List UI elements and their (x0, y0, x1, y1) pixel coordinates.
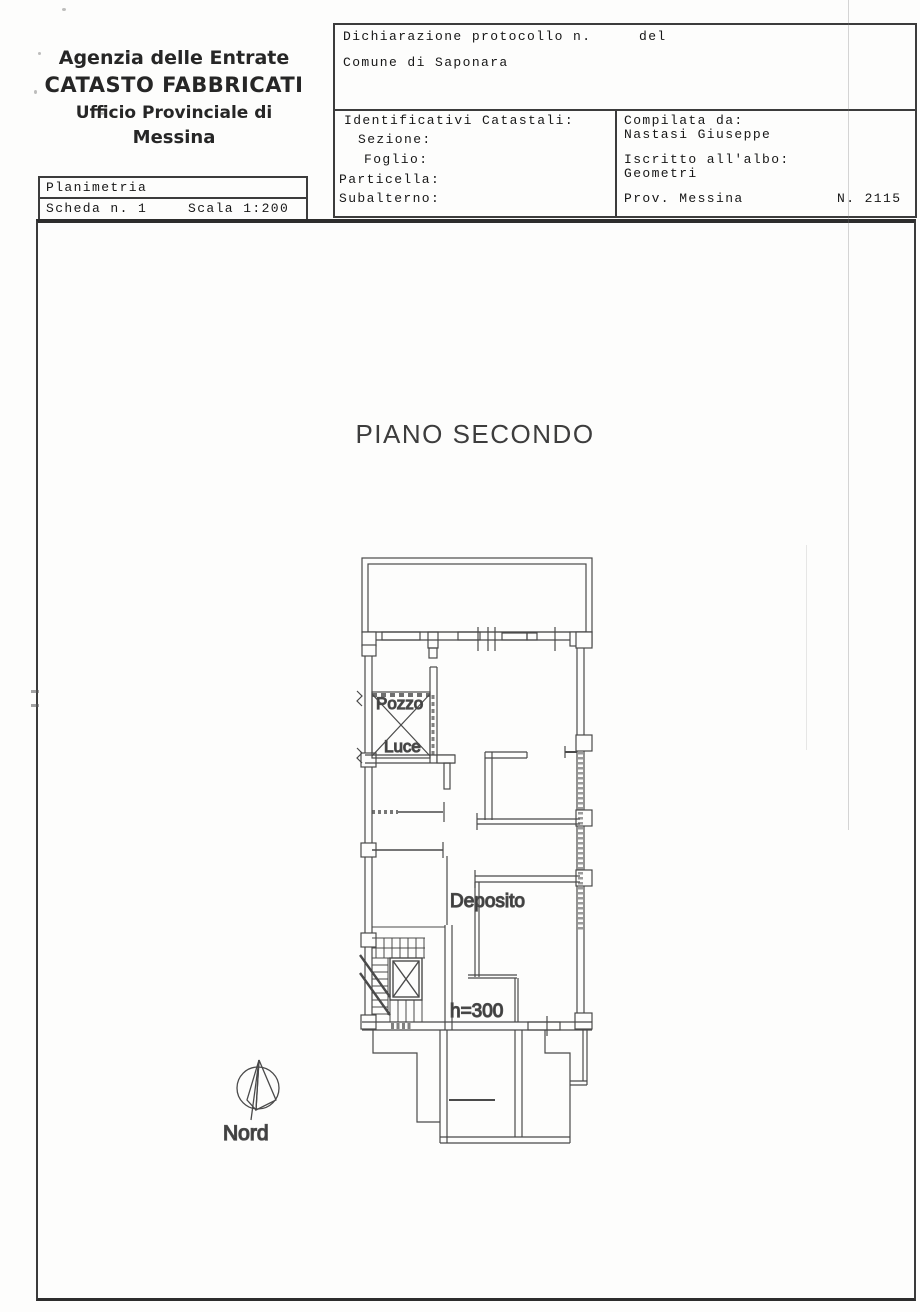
foglio-label: Foglio: (364, 152, 429, 167)
planimetria-box (38, 176, 308, 221)
particella-label: Particella: (339, 172, 441, 187)
scale-value: Scala 1:200 (188, 201, 290, 216)
deposito-label: Deposito (450, 891, 525, 912)
identifiers-title: Identificativi Catastali: (344, 113, 575, 128)
protocol-label: Dichiarazione protocollo n. (343, 29, 592, 44)
register-label: Iscritto all'albo: (624, 152, 790, 167)
terrace-room (362, 558, 592, 632)
agency-header (38, 47, 310, 148)
register-value: Geometri (624, 166, 698, 181)
scan-speck (38, 52, 41, 55)
scan-speck (62, 8, 66, 11)
bottom-protrusions (373, 1030, 587, 1143)
scan-crease-line-2 (806, 545, 807, 750)
floor-title: PIANO SECONDO (355, 419, 595, 449)
subalterno-label: Subalterno: (339, 191, 441, 206)
margin-mark (31, 690, 39, 693)
scan-speck (34, 90, 37, 94)
identifiers-cell (335, 109, 617, 216)
planimetria-title: Planimetria (46, 180, 148, 195)
agency-name: Agenzia delle Entrate (58, 47, 290, 69)
protocol-del-label: del (639, 29, 667, 44)
office-city: Messina (132, 127, 216, 148)
elevator-shaft (390, 958, 422, 1000)
pozzo-label: Pozzo (376, 694, 424, 713)
declaration-cell (335, 25, 915, 111)
floor-plan-drawing (340, 545, 630, 1165)
margin-mark (31, 704, 39, 707)
height-label: h=300 (450, 1001, 504, 1022)
declaration-box (333, 23, 917, 218)
north-label: Nord (223, 1122, 269, 1145)
scan-speck (100, 112, 104, 115)
north-compass-icon (210, 1050, 310, 1145)
scan-crease-line (848, 0, 849, 830)
compiler-name: Nastasi Giuseppe (624, 127, 772, 142)
sheet-number: Scheda n. 1 (46, 201, 148, 216)
comune-value: Comune di Saponara (343, 55, 509, 70)
compiler-cell (617, 109, 915, 216)
planimetria-title-row (40, 178, 306, 199)
province-value: Prov. Messina (624, 191, 744, 206)
sezione-label: Sezione: (358, 132, 432, 147)
albo-number: N. 2115 (837, 191, 902, 206)
registry-title: CATASTO FABBRICATI (44, 73, 304, 97)
luce-label: Luce (384, 737, 421, 756)
compiler-label: Compilata da: (624, 113, 744, 128)
office-line: Ufficio Provinciale di (75, 103, 273, 123)
